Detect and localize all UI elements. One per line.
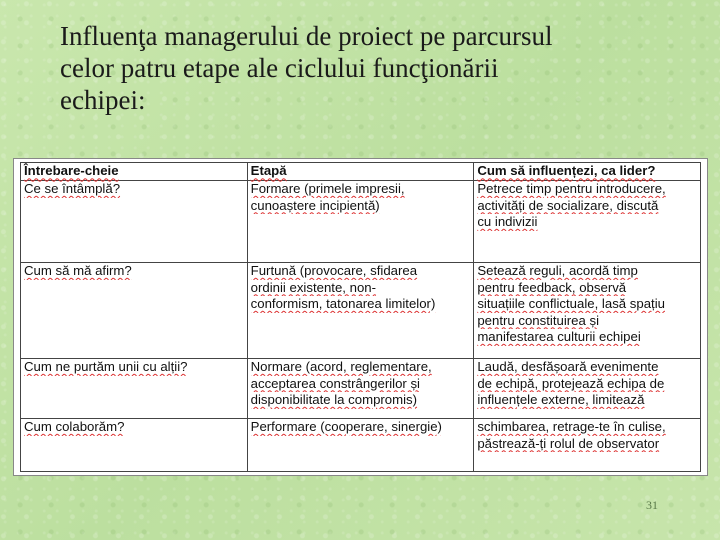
table-cell	[247, 263, 474, 359]
cell-line: schimbarea, retrage-te în culise,	[477, 419, 666, 434]
table-cell	[247, 181, 474, 263]
slide-title	[60, 20, 700, 116]
cell-line: Formare (primele impresii,	[250, 181, 405, 196]
cell-line: de echipă, protejează echipa de	[477, 375, 665, 391]
table-header-row	[21, 163, 701, 181]
cell-line: Normare (acord, reglementare,	[250, 359, 432, 374]
cell-line: Performare (cooperare, sinergie)	[250, 419, 442, 434]
table-image	[13, 158, 708, 476]
title-line-2: celor patru etape ale ciclului funcţionării	[60, 53, 499, 83]
header-key-question: Întrebare-cheie	[21, 163, 248, 181]
cell-line: conformism, tatonarea limitelor)	[250, 296, 436, 311]
cell-line: pentru constituirea și	[477, 312, 599, 328]
table-cell	[474, 263, 701, 359]
table-cell	[21, 419, 248, 472]
cell-line: Laudă, desfășoară evenimente	[477, 359, 659, 374]
cell-line: ordinii existente, non-	[250, 279, 377, 295]
table-cell	[474, 359, 701, 419]
cell-line: influențele externe, limitează	[477, 392, 645, 407]
table-cell	[21, 359, 248, 419]
cell-line: activități de socializare, discută	[477, 197, 659, 213]
header-how-to-influence: Cum să influențezi, ca lider?	[474, 163, 701, 181]
table-cell	[247, 359, 474, 419]
page-number: 31	[646, 498, 658, 512]
cell-line: acceptarea constrângerilor și	[250, 375, 420, 391]
cell-line: Ce se întâmplă?	[24, 181, 121, 196]
table-cell	[247, 419, 474, 472]
table-row	[21, 359, 701, 419]
cell-line: disponibilitate la compromis)	[250, 392, 418, 407]
cell-line: situațiile conflictuale, lasă spațiu	[477, 296, 665, 311]
cell-line: Cum colaborăm?	[24, 419, 125, 434]
cell-line: Petrece timp pentru introducere,	[477, 181, 666, 196]
table-cell	[21, 181, 248, 263]
influence-table	[20, 162, 701, 472]
cell-line: pentru feedback, observă	[477, 279, 627, 295]
table-row	[21, 181, 701, 263]
cell-line: Setează reguli, acordă timp	[477, 263, 638, 278]
cell-line: manifestarea culturii echipei	[477, 329, 641, 344]
table-row	[21, 263, 701, 359]
table-row	[21, 419, 701, 472]
cell-line: Cum să mă afirm?	[24, 263, 132, 278]
table-cell	[21, 263, 248, 359]
title-line-3: echipei:	[60, 85, 146, 115]
cell-line: cu indivizii	[477, 214, 538, 229]
cell-line: Cum ne purtăm unii cu alții?	[24, 359, 188, 374]
cell-line: păstrează-ți rolul de observator	[477, 435, 660, 451]
cell-line: Furtună (provocare, sfidarea	[250, 263, 418, 278]
title-line-1: Influenţa managerului de proiect pe parcursul	[60, 21, 553, 51]
table-cell	[474, 419, 701, 472]
cell-line: cunoaștere incipientă)	[250, 197, 380, 213]
header-stage: Etapă	[247, 163, 474, 181]
table-cell	[474, 181, 701, 263]
